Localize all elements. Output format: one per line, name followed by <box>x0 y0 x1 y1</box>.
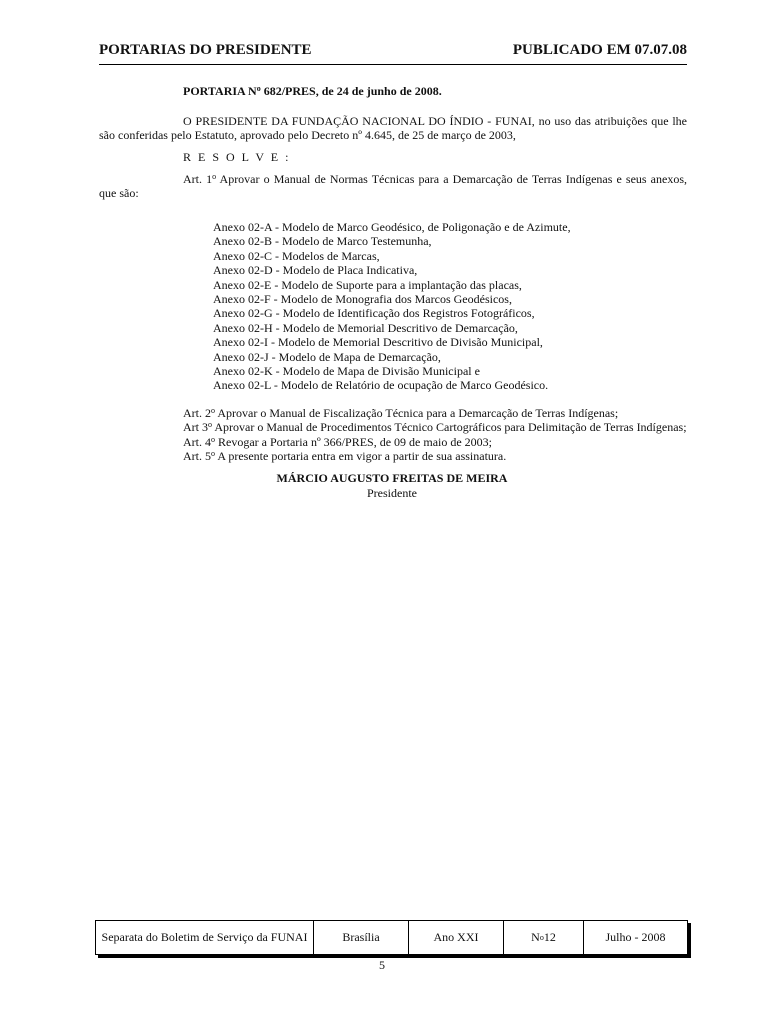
resolve-heading: R E S O L V E : <box>183 150 291 164</box>
list-item: Anexo 02-A - Modelo de Marco Geodésico, de Poligonação e de Azimute, <box>213 220 571 234</box>
article-1: Art. 1$^o$ Aprovar o Manual de Normas Técnicas para a Demarcação de Terras Indígenas e seus anexos, que são: <box>99 172 687 200</box>
portaria-title: PORTARIA $N^o$ 682/PRES, de 24 de junho de 2008. <box>183 84 442 98</box>
footer-city: Brasília <box>314 921 409 954</box>
footer-year: Ano XXI <box>409 921 504 954</box>
list-item: Anexo 02-G - Modelo de Identificação dos Registros Fotográficos, <box>213 306 535 321</box>
annex-list <box>213 220 571 393</box>
intro-paragraph: O PRESIDENTE DA FUNDAÇÃO NACIONAL DO ÍNDIO - FUNAI, no uso das atribuições que lhe são conferidas pelo Estatuto, aprovado pelo Decreto nº 4.645, de 25 de março de 2003, <box>99 114 687 142</box>
list-item: Anexo 02-B - Modelo de Marco Testemunha, <box>213 234 432 249</box>
list-item: Anexo 02-F - Modelo de Monografia dos Marcos Geodésicos, <box>213 292 512 307</box>
articles-list <box>183 406 687 463</box>
publication-date: PUBLICADO EM 07.07.08 <box>512 42 687 58</box>
list-item: Anexo 02-K - Modelo de Mapa de Divisão Municipal e <box>213 364 480 379</box>
signatory-role: Presidente <box>367 486 417 500</box>
footer-table <box>95 920 688 955</box>
list-item: Anexo 02-J - Modelo de Mapa de Demarcação, <box>213 349 441 364</box>
footer-publication: Separata do Boletim de Serviço da FUNAI <box>96 921 314 954</box>
page-header <box>99 42 687 65</box>
section-title: PORTARIAS DO PRESIDENTE <box>99 42 312 58</box>
footer-number: N o 12 <box>504 921 584 954</box>
list-item: Anexo 02-I - Modelo de Memorial Descritivo de Divisão Municipal, <box>213 335 543 350</box>
list-item: Anexo 02-L - Modelo de Relatório de ocupação de Marco Geodésico. <box>213 378 549 393</box>
article-item: Art. 2$^o$ Aprovar o Manual de Fiscalização Técnica para a Demarcação de Terras Indígenas; <box>183 406 619 420</box>
article-item: Art. 5$^o$ A presente portaria entra em vigor a partir de sua assinatura. <box>183 448 507 463</box>
list-item: Anexo 02-D - Modelo de Placa Indicativa, <box>213 263 418 278</box>
list-item: Anexo 02-C - Modelos de Marcas, <box>213 248 380 263</box>
footer-date: Julho - 2008 <box>605 930 666 944</box>
signatory-name: MÁRCIO AUGUSTO FREITAS DE MEIRA <box>276 471 508 485</box>
page-number: 5 <box>379 958 385 972</box>
list-item: Anexo 02-H - Modelo de Memorial Descritivo de Demarcação, <box>213 320 518 335</box>
article-item: Art 3$^o$ Aprovar o Manual de Procedimentos Técnico Cartográficos para Delimitação de Terras Indígenas; <box>183 420 687 435</box>
list-item: Anexo 02-E - Modelo de Suporte para a implantação das placas, <box>213 277 522 292</box>
article-item: Art. 4$^o$ Revogar a Portaria nº 366/PRES, de 09 de maio de 2003; <box>183 434 493 449</box>
